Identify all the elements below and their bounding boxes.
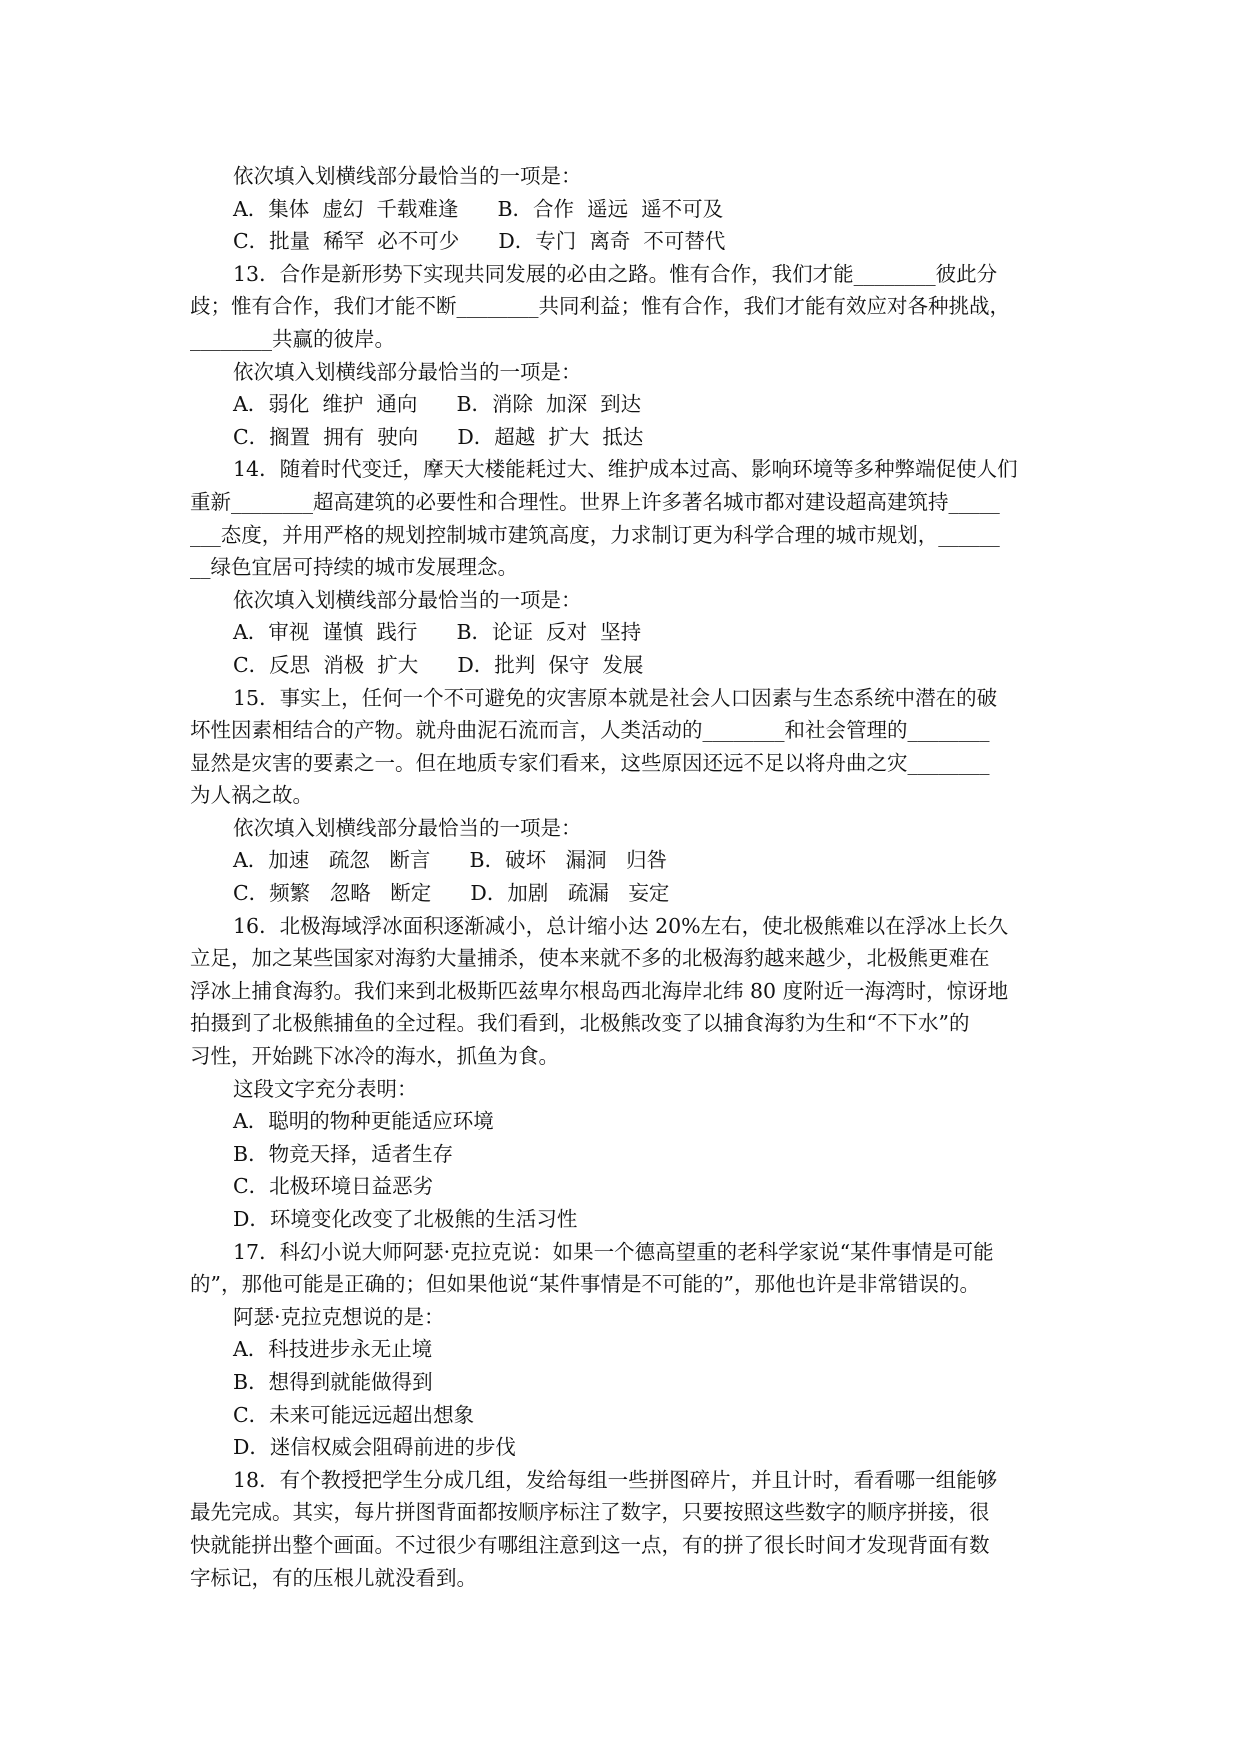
option-line: D．环境变化改变了北极熊的生活习性 (233, 1207, 578, 1231)
option-line: C．北极环境日益恶劣 (233, 1174, 434, 1199)
paragraph-first-line: 依次填入划横线部分最恰当的一项是： (233, 815, 582, 840)
paragraph-first-line: 17．科幻小说大师阿瑟·克拉克说：如果一个德高望重的老科学家说“某件事情是可能 (233, 1239, 994, 1264)
option-line: C．批量 稀罕 必不可少 D．专门 离奇 不可替代 (233, 229, 726, 254)
option-line: B．想得到就能做得到 (233, 1369, 433, 1394)
paragraph-line: 的”，那他可能是正确的；但如果他说“某件事情是不可能的”，那他也许是非常错误的。 (190, 1272, 980, 1297)
paragraph-line: ________共赢的彼岸。 (190, 326, 395, 351)
paragraph-line: __绿色宜居可持续的城市发展理念。 (190, 555, 518, 580)
paragraph-first-line: 15．事实上，任何一个不可避免的灾害原本就是社会人口因素与生态系统中潜在的破 (233, 685, 998, 710)
paragraph-line: 浮冰上捕食海豹。我们来到北极斯匹兹卑尔根岛西北海岸北纬 80 度附近一海湾时，惊讶地 (190, 978, 1009, 1003)
paragraph-first-line: 阿瑟·克拉克想说的是： (233, 1304, 445, 1329)
paragraph-line: 立足，加之某些国家对海豹大量捕杀，使本来就不多的北极海豹越来越少，北极熊更难在 (190, 946, 990, 971)
paragraph-line: 重新________超高建筑的必要性和合理性。世界上许多著名城市都对建设超高建筑持_____ (190, 489, 1000, 514)
paragraph-first-line: 18．有个教授把学生分成几组，发给每组一些拼图碎片，并且计时，看看哪一组能够 (233, 1467, 998, 1492)
paragraph-line: 拍摄到了北极熊捕鱼的全过程。我们看到，北极熊改变了以捕食海豹为生和“不下水”的 (190, 1011, 970, 1036)
option-line: C．反思 消极 扩大 D．批判 保守 发展 (233, 652, 644, 677)
paragraph-line: 歧；惟有合作，我们才能不断________共同利益；惟有合作，我们才能有效应对各种挑战， (190, 294, 1010, 319)
paragraph-first-line: 14．随着时代变迁，摩天大楼能耗过大、维护成本过高、影响环境等多种弊端促使人们 (233, 457, 1018, 482)
paragraph-line: 为人祸之故。 (190, 783, 313, 808)
option-line: B．物竞天择，适者生存 (233, 1141, 454, 1166)
paragraph-first-line: 16．北极海域浮冰面积逐渐减小，总计缩小达 20%左右，使北极熊难以在浮冰上长久 (233, 913, 1009, 938)
paragraph-first-line: 这段文字充分表明： (233, 1076, 418, 1101)
option-line: C．频繁 忽略 断定 D．加剧 疏漏 妄定 (233, 881, 670, 906)
option-line: A．弱化 维护 通向 B．消除 加深 到达 (233, 392, 642, 417)
paragraph-line: 字标记，有的压根儿就没看到。 (190, 1565, 477, 1590)
paragraph-first-line: 依次填入划横线部分最恰当的一项是： (233, 587, 582, 612)
paragraph-line: 最先完成。其实，每片拼图背面都按顺序标注了数字，只要按照这些数字的顺序拼接，很 (190, 1500, 990, 1525)
option-line: A．审视 谨慎 践行 B．论证 反对 坚持 (233, 620, 642, 645)
paragraph-line: ___态度，并用严格的规划控制城市建筑高度，力求制订更为科学合理的城市规划，______ (190, 522, 1000, 547)
option-line: A．科技进步永无止境 (233, 1337, 433, 1362)
option-line: D．迷信权威会阻碍前进的步伐 (233, 1435, 516, 1460)
option-line: C．未来可能远远超出想象 (233, 1402, 475, 1427)
paragraph-first-line: 13．合作是新形势下实现共同发展的必由之路。惟有合作，我们才能________彼此分 (233, 261, 998, 286)
paragraph-line: 坏性因素相结合的产物。就舟曲泥石流而言，人类活动的________和社会管理的________ (190, 718, 990, 743)
document-body (190, 160, 1070, 1594)
paragraph-first-line: 依次填入划横线部分最恰当的一项是： (233, 164, 582, 188)
paragraph-line: 快就能拼出整个画面。不过很少有哪组注意到这一点，有的拼了很长时间才发现背面有数 (190, 1532, 990, 1557)
option-line: A．集体 虚幻 千载难逢 B．合作 遥远 遥不可及 (233, 196, 724, 221)
paragraph-line: 显然是灾害的要素之一。但在地质专家们看来，这些原因还远不足以将舟曲之灾________ (190, 750, 990, 775)
option-line: A．加速 疏忽 断言 B．破坏 漏洞 归咎 (233, 848, 668, 873)
option-line: C．搁置 拥有 驶向 D．超越 扩大 抵达 (233, 424, 644, 449)
paragraph-line: 习性，开始跳下冰冷的海水，抓鱼为食。 (190, 1044, 559, 1069)
paragraph-first-line: 依次填入划横线部分最恰当的一项是： (233, 359, 582, 384)
option-line: A．聪明的物种更能适应环境 (233, 1109, 494, 1134)
